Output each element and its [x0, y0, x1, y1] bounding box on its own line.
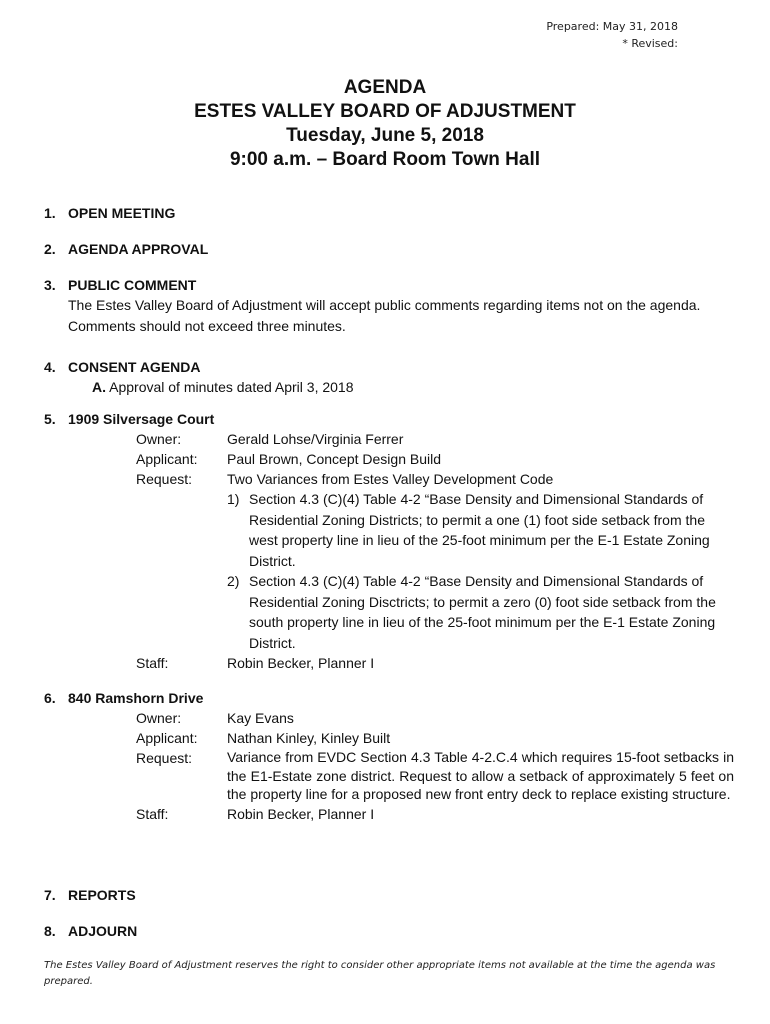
owner-label: Owner:: [136, 431, 182, 447]
staff-value: Robin Becker, Planner I: [227, 655, 375, 671]
item-text: Section 4.3 (C)(4) Table 4-2 “Base Density and Dimensional Standards of Residential Zoning Districts; to permit a one (1) foot side setback from the west property line in lieu of the 25-foot minimum per the E-1 Estate Zoning District.: [249, 491, 710, 569]
applicant-value: Paul Brown, Concept Design Build: [227, 451, 442, 467]
section-heading: ADJOURN: [68, 923, 138, 939]
consent-item: [44, 377, 734, 397]
prepared-date: Prepared: May 31, 2018: [546, 20, 678, 33]
section-number: 1.: [44, 205, 56, 221]
section-public-comment: [44, 275, 734, 337]
section-number: 4.: [44, 359, 56, 375]
section-heading: CONSENT AGENDA: [68, 359, 201, 375]
footer-note: The Estes Valley Board of Adjustment reserves the right to consider other appropriate items not available at the time the agenda was prepared.: [44, 960, 716, 987]
section-reports: [44, 885, 734, 905]
applicant-value: Nathan Kinley, Kinley Built: [227, 730, 391, 746]
item-number: 1): [227, 491, 240, 507]
section-number: 8.: [44, 923, 56, 939]
section-number: 6.: [44, 690, 56, 706]
item-number: 2): [227, 573, 240, 589]
owner-label: Owner:: [136, 710, 182, 726]
request-item: [227, 571, 734, 653]
section-consent-agenda: [44, 357, 734, 397]
section-heading: 1909 Silversage Court: [68, 411, 215, 427]
request-value: Variance from EVDC Section 4.3 Table 4-2.C.4 which requires 15-foot setbacks in the E1-Estate zone district. Request to allow a setback of approximately 5 feet on the property line for a proposed new front entry deck to replace existing structure.: [227, 749, 734, 802]
request-items: [44, 489, 734, 653]
title-line-time: 9:00 a.m. – Board Room Town Hall: [229, 149, 541, 170]
staff-row: [44, 653, 734, 673]
applicant-label: Applicant:: [136, 451, 198, 467]
consent-item-letter: A.: [92, 379, 106, 395]
title-line-date: Tuesday, June 5, 2018: [286, 125, 484, 146]
request-row: [44, 748, 734, 804]
applicant-label: Applicant:: [136, 730, 198, 746]
consent-item-text: Approval of minutes dated April 3, 2018: [109, 379, 354, 395]
public-comment-text: The Estes Valley Board of Adjustment will accept public comments regarding items not on the agenda. Comments should not exceed three minutes.: [68, 297, 701, 334]
owner-row: [44, 429, 734, 449]
section-agenda-approval: [44, 239, 734, 259]
section-heading: AGENDA APPROVAL: [68, 241, 209, 257]
item-text: Section 4.3 (C)(4) Table 4-2 “Base Density and Dimensional Standards of Residential Zoning Disctricts; to permit a zero (0) foot side setback from the south property line in lieu of the 25-foot minimum per the E-1 Estate Zoning District.: [249, 573, 716, 651]
staff-value: Robin Becker, Planner I: [227, 805, 375, 822]
section-heading: OPEN MEETING: [68, 205, 176, 221]
owner-row: [44, 708, 734, 728]
revised-date: * Revised:: [622, 37, 678, 50]
section-open-meeting: [44, 203, 734, 223]
section-number: 3.: [44, 277, 56, 293]
owner-value: Gerald Lohse/Virginia Ferrer: [227, 431, 404, 447]
section-heading: REPORTS: [68, 887, 136, 903]
request-item: [227, 489, 734, 571]
agenda-title: [0, 76, 770, 172]
applicant-row: [44, 728, 734, 748]
title-line-agenda: AGENDA: [343, 77, 427, 98]
staff-label: Staff:: [136, 805, 169, 822]
applicant-row: [44, 449, 734, 469]
request-value: Two Variances from Estes Valley Development Code: [227, 471, 554, 487]
request-row: [44, 469, 734, 489]
section-silversage: [44, 409, 734, 673]
staff-label: Staff:: [136, 655, 169, 671]
section-number: 2.: [44, 241, 56, 257]
owner-value: Kay Evans: [227, 710, 294, 726]
request-label: Request:: [136, 750, 193, 766]
section-number: 5.: [44, 411, 56, 427]
title-line-board: ESTES VALLEY BOARD OF ADJUSTMENT: [194, 101, 576, 122]
section-adjourn: [44, 921, 734, 941]
section-heading: 840 Ramshorn Drive: [68, 690, 204, 706]
staff-row: [44, 804, 734, 824]
section-ramshorn: [44, 688, 734, 824]
request-label: Request:: [136, 471, 193, 487]
section-number: 7.: [44, 887, 56, 903]
section-heading: PUBLIC COMMENT: [68, 277, 197, 293]
prepared-header: [546, 18, 678, 52]
